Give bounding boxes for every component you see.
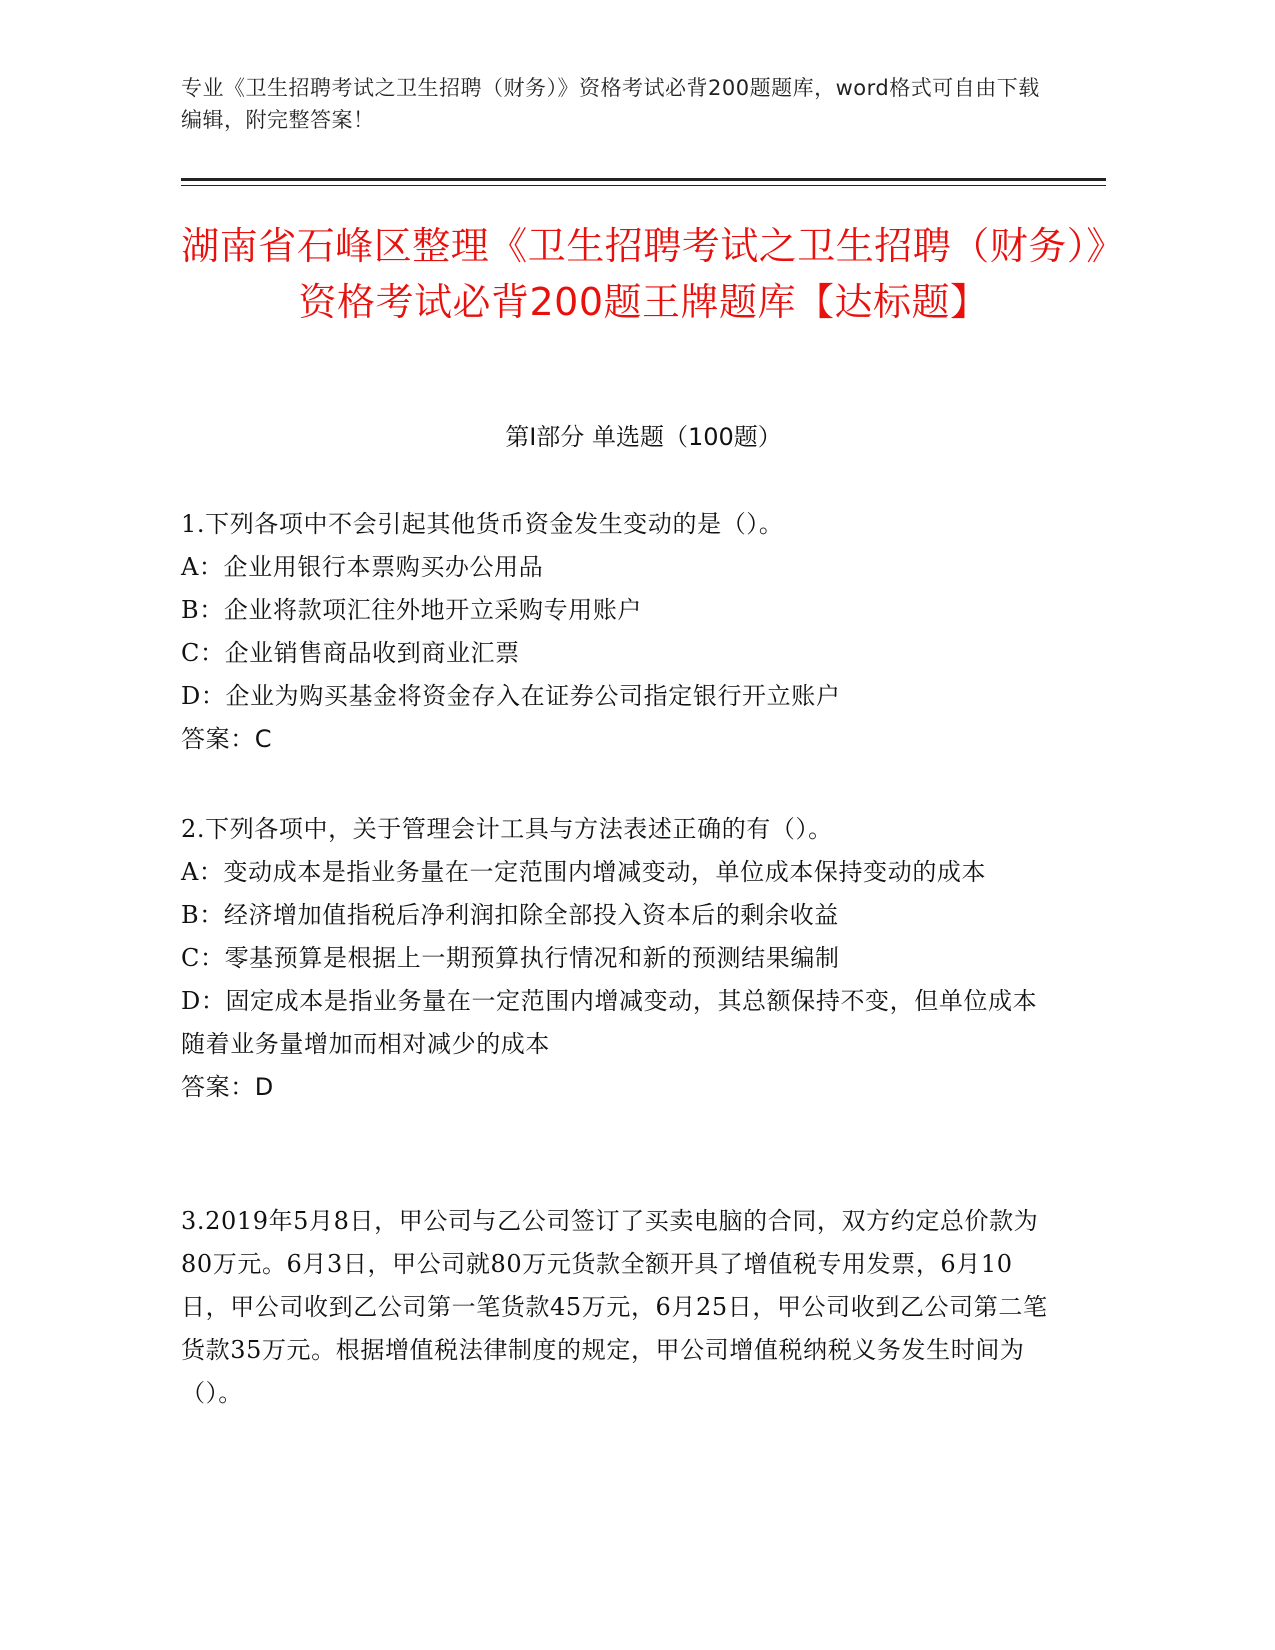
question-stem: 2.下列各项中，关于管理会计工具与方法表述正确的有（）。 xyxy=(181,815,833,843)
document-title: 湖南省石峰区整理《卫生招聘考试之卫生招聘（财务）》资格考试必背200题王牌题库【达标题】 xyxy=(181,224,1106,324)
option-a: A：企业用银行本票购买办公用品 xyxy=(181,553,544,581)
question-stem: 1.下列各项中不会引起其他货币资金发生变动的是（）。 xyxy=(181,510,784,538)
option-b: B：企业将款项汇往外地开立采购专用账户 xyxy=(181,596,643,624)
question-2 xyxy=(181,808,1051,1109)
option-c: C：零基预算是根据上一期预算执行情况和新的预测结果编制 xyxy=(181,944,840,972)
question-1 xyxy=(181,503,1051,761)
header-divider-thick xyxy=(181,178,1106,181)
option-a: A：变动成本是指业务量在一定范围内增减变动，单位成本保持变动的成本 xyxy=(181,858,987,886)
answer: 答案：C xyxy=(181,725,273,753)
option-c: C：企业销售商品收到商业汇票 xyxy=(181,639,520,667)
question-stem: 3.2019年5月8日，甲公司与乙公司签订了买卖电脑的合同，双方约定总价款为80万元。6月3日，甲公司就80万元货款全额开具了增值税专用发票，6月10日，甲公司收到乙公司第一笔货款45万元，6月25日，甲公司收到乙公司第二笔货款35万元。根据增值税法律制度的规定，甲公司增值税纳税义务发生时间为（）。 xyxy=(181,1207,1048,1407)
question-3 xyxy=(181,1200,1051,1415)
option-d: D：固定成本是指业务量在一定范围内增减变动，其总额保持不变，但单位成本随着业务量增加而相对减少的成本 xyxy=(181,987,1038,1058)
answer: 答案：D xyxy=(181,1073,274,1101)
header-note: 专业《卫生招聘考试之卫生招聘（财务）》资格考试必背200题题库，word格式可自由下载编辑，附完整答案！ xyxy=(181,76,1040,132)
option-d: D：企业为购买基金将资金存入在证券公司指定银行开立账户 xyxy=(181,682,841,710)
option-b: B：经济增加值指税后净利润扣除全部投入资本后的剩余收益 xyxy=(181,901,839,929)
header-divider-thin xyxy=(181,185,1106,186)
section-title: 第I部分 单选题（100题） xyxy=(505,423,782,451)
